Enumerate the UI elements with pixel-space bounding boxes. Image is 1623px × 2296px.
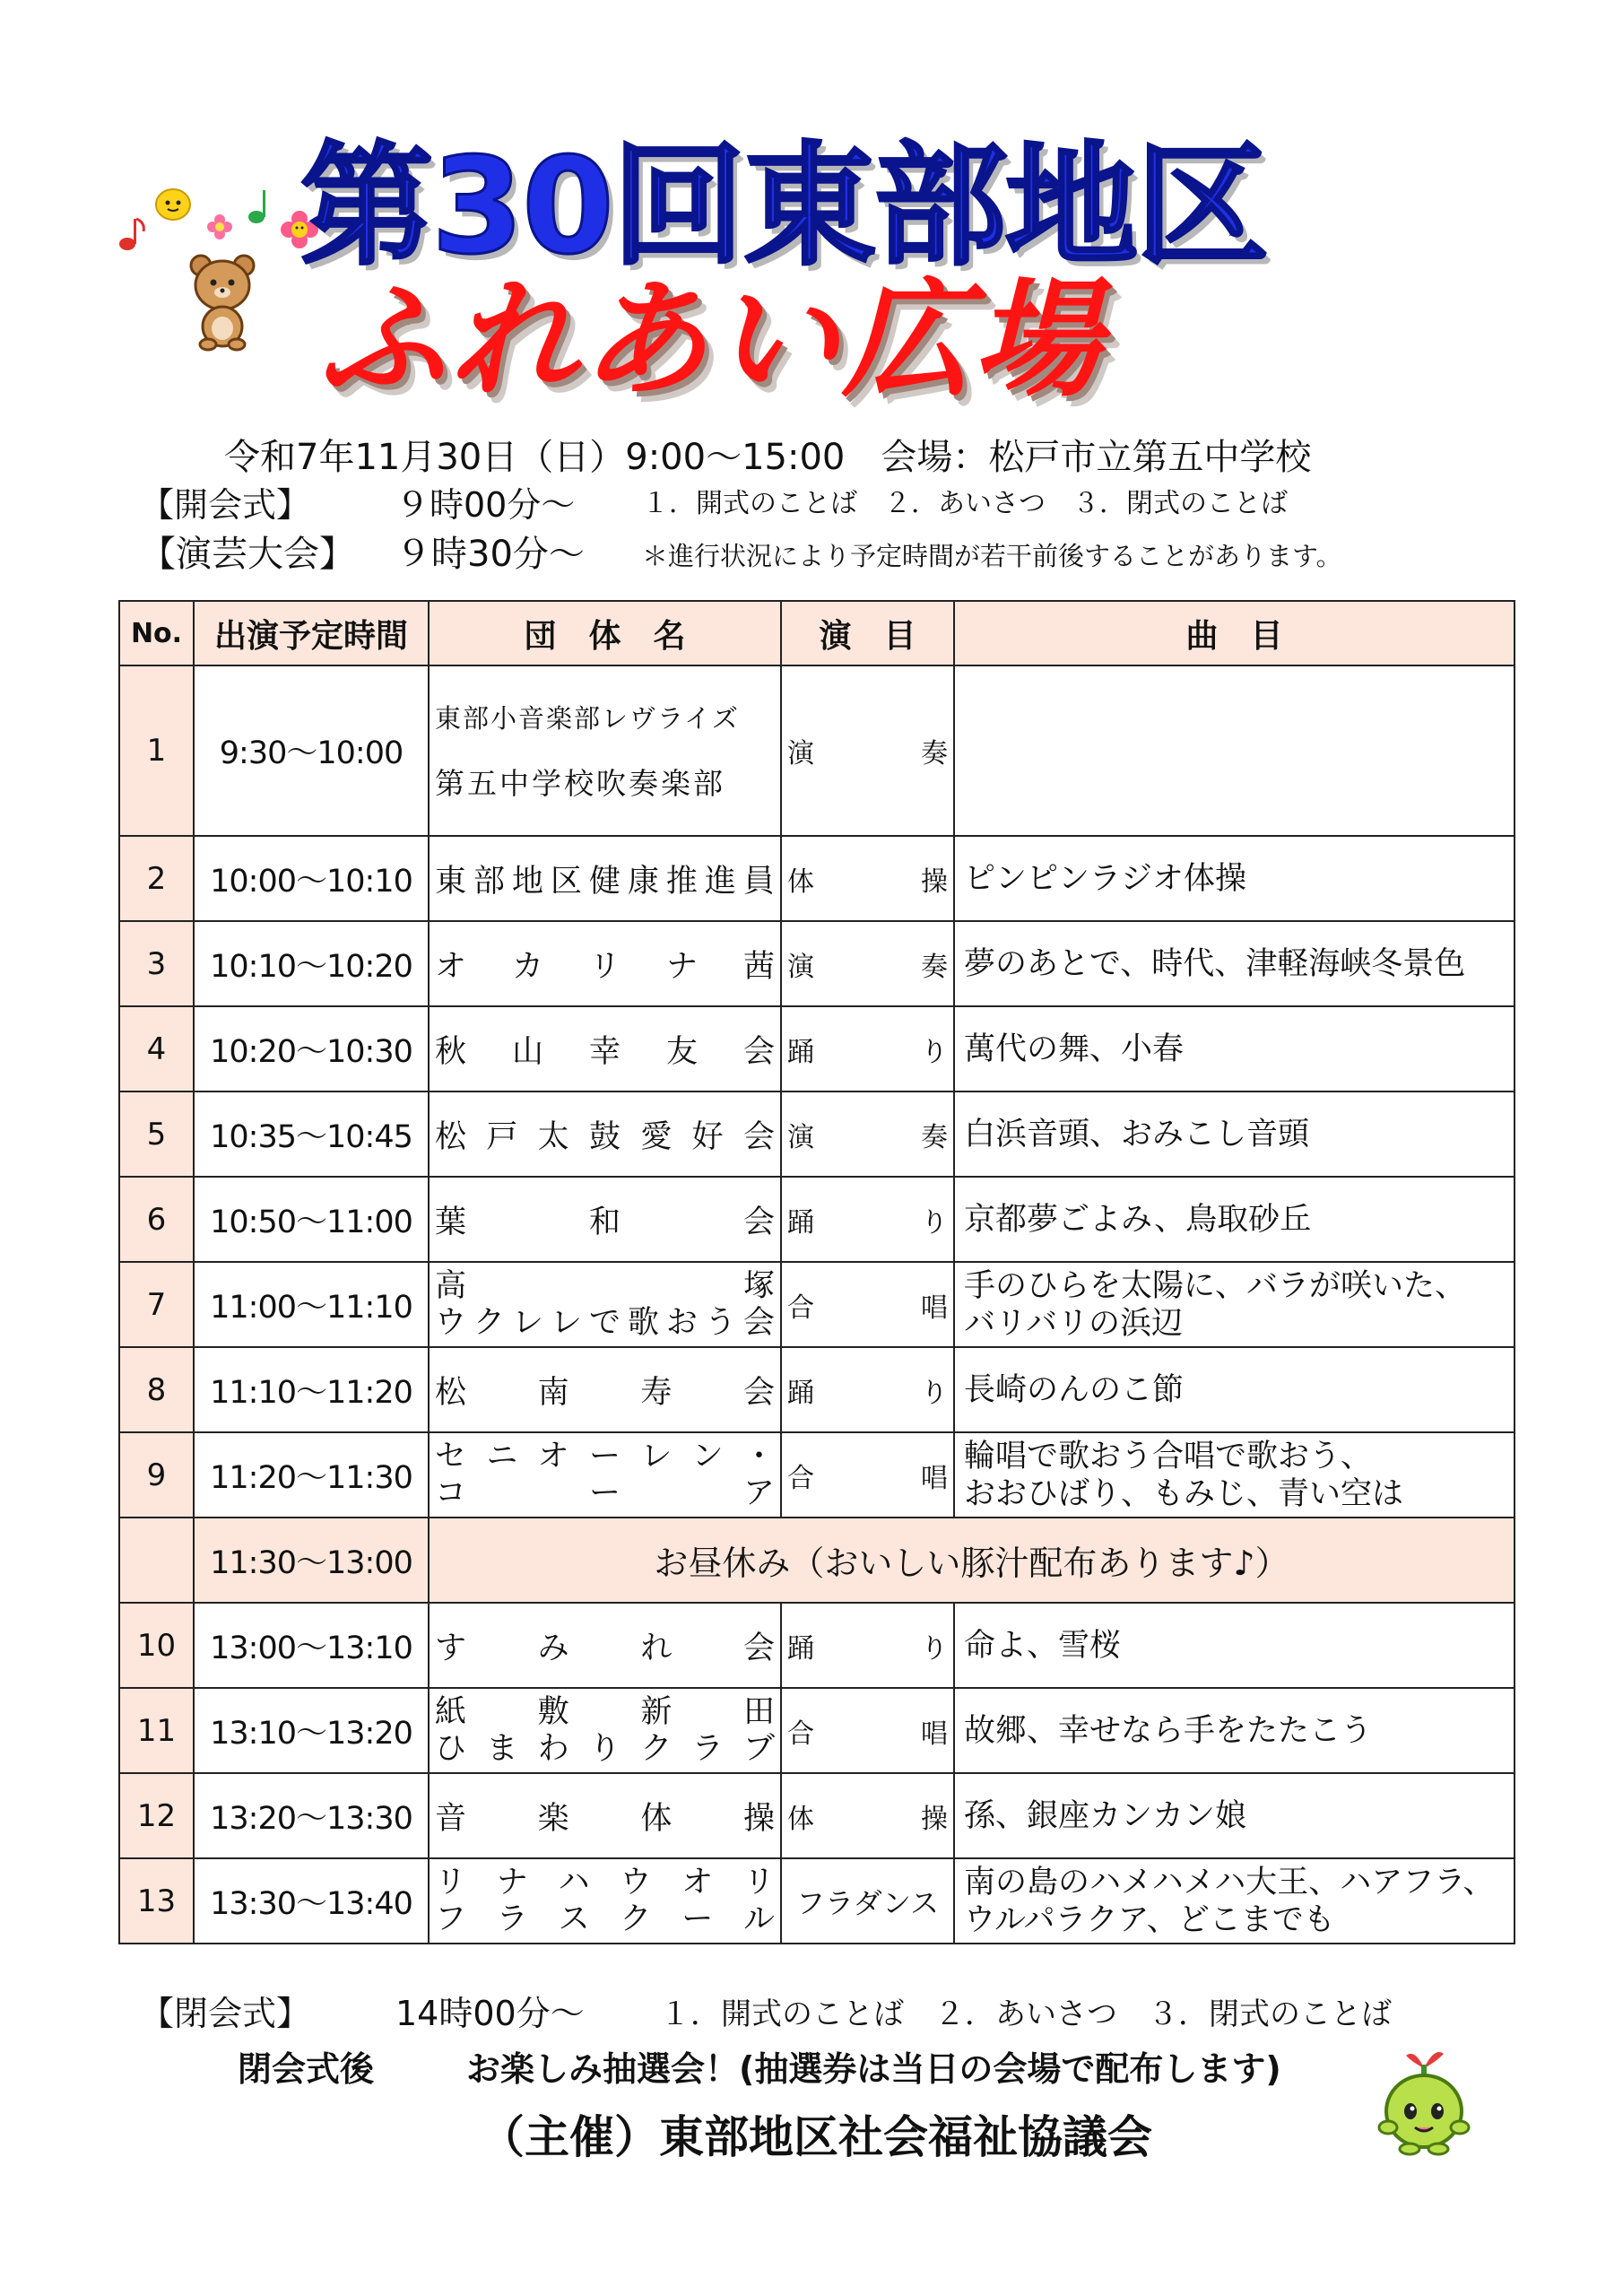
row-song: 故郷、幸せなら手をたたこう [954, 1688, 1515, 1773]
table-row [119, 1177, 1515, 1262]
group-name-1: 東部小音楽部レヴライズ [435, 703, 740, 734]
act-label [787, 731, 948, 770]
group-line-2-char: ひ [435, 1730, 467, 1767]
row-time: 13:30〜13:40 [194, 1858, 429, 1944]
song-line-1: 輪唱で歌おう合唱で歌おう、 [964, 1438, 1373, 1474]
act-label [787, 944, 948, 984]
group-line-1-char: オ [681, 1864, 714, 1900]
act-label-char: 奏 [921, 951, 948, 983]
group-name-char: 戸 [486, 1118, 518, 1155]
group-name-char: 区 [550, 863, 582, 900]
group-line-1 [435, 1865, 775, 1901]
group-name-2: 第五中学校吹奏楽部 [435, 766, 725, 801]
group-name-char: 会 [742, 1033, 775, 1070]
song-line-2: おおひばり、もみじ、青い空は [964, 1475, 1404, 1512]
group-name-char: リ [588, 948, 621, 985]
group-line-1-char: 田 [742, 1693, 775, 1730]
opening-line [140, 477, 1288, 526]
act-label-char: 奏 [921, 1121, 948, 1153]
row-act [781, 665, 954, 836]
event-date-venue: 令和7年11月30日（日）9:00〜15:00 会場：松戸市立第五中学校 [224, 437, 1312, 478]
group-name-char: 松 [435, 1374, 467, 1411]
table-header-row [119, 601, 1515, 665]
act-label [787, 1200, 948, 1239]
row-time: 9:30〜10:00 [194, 665, 429, 836]
group-line-2-char: 歌 [627, 1304, 659, 1341]
row-act [781, 1091, 954, 1177]
row-group [429, 1006, 781, 1091]
row-number: 8 [119, 1347, 194, 1432]
group-name-char: 体 [640, 1800, 673, 1837]
group-name-char: 東 [435, 863, 467, 900]
group-line-1-char: ニ [486, 1438, 518, 1474]
row-act [781, 1262, 954, 1347]
closing-line [140, 1986, 1392, 2035]
act-label-char: 操 [921, 1803, 948, 1835]
act-label [787, 1796, 948, 1836]
act-label-char: 唱 [921, 1718, 948, 1750]
group-line-2-char: ル [742, 1900, 775, 1937]
group-name-char: 和 [588, 1204, 621, 1240]
row-group [429, 1177, 781, 1262]
group-line-2-char: り [588, 1730, 621, 1767]
act-label [787, 1285, 948, 1325]
group-line-2-char: ク [473, 1304, 505, 1341]
row-act [781, 921, 954, 1006]
act-label-char: 踊 [787, 1632, 814, 1665]
row-act [781, 1006, 954, 1091]
group-name [435, 1112, 775, 1157]
group-name [435, 1197, 775, 1242]
act-label [787, 859, 948, 899]
group-line-2-char: コ [435, 1474, 467, 1511]
group-name [435, 857, 775, 901]
row-song: 白浜音頭、おみこし音頭 [954, 1091, 1515, 1177]
act-label-char: 体 [787, 1803, 814, 1835]
row-act [781, 1432, 954, 1518]
group-two-line [435, 1694, 775, 1768]
group-line-1-char: レ [640, 1438, 673, 1474]
act-label [787, 1711, 948, 1751]
group-name [435, 1027, 775, 1072]
group-name-char: オ [435, 948, 467, 985]
group-line-2-char: ラ [496, 1900, 528, 1937]
row-time: 13:00〜13:10 [194, 1603, 429, 1688]
group-name-char: れ [640, 1630, 673, 1666]
group-line-1-char: ナ [496, 1864, 528, 1900]
group-line-2-char: ス [558, 1900, 590, 1937]
row-number: 10 [119, 1603, 194, 1688]
group-name-char: 会 [742, 1118, 775, 1155]
group-line-2-char: フ [435, 1900, 467, 1937]
row-act [781, 1603, 954, 1688]
group-line-2-char: ク [640, 1730, 673, 1767]
group-line-2-char: ラ [691, 1730, 724, 1767]
act-label [787, 1370, 948, 1410]
act-label-char: 踊 [787, 1206, 814, 1239]
group-line-1-char: セ [435, 1438, 467, 1474]
group-name-char: 地 [511, 863, 543, 900]
group-line-2 [435, 1901, 775, 1938]
table-row [119, 1858, 1515, 1944]
row-time: 10:50〜11:00 [194, 1177, 429, 1262]
row-group [429, 921, 781, 1006]
row-time: 10:10〜10:20 [194, 921, 429, 1006]
group-name-char: 会 [742, 1630, 775, 1666]
group-line-2-char: ク [620, 1900, 652, 1937]
row-number [119, 1518, 194, 1603]
group-name-char: 推 [665, 863, 698, 900]
group-name-char: 員 [742, 863, 775, 900]
group-name-char: 友 [665, 1033, 698, 1070]
lottery-line [238, 2041, 1281, 2091]
row-act [781, 1177, 954, 1262]
act-label-char: 奏 [921, 738, 948, 770]
table-row [119, 1262, 1515, 1347]
group-name-char: 部 [473, 863, 505, 900]
row-group [429, 836, 781, 921]
act-label-char: 演 [787, 738, 814, 770]
act-label-char: 踊 [787, 1377, 814, 1409]
group-name-char: 愛 [640, 1118, 673, 1155]
row-time: 10:20〜10:30 [194, 1006, 429, 1091]
group-line-2-char: レ [511, 1304, 543, 1341]
act-label-char: 合 [787, 1718, 814, 1750]
group-name-char: 好 [691, 1118, 724, 1155]
group-line-2-char: お [665, 1304, 698, 1341]
group-line-2 [435, 1731, 775, 1768]
row-act [781, 836, 954, 921]
group-two-line [435, 1268, 775, 1342]
group-name-char: 康 [627, 863, 659, 900]
group-line-1-char: リ [742, 1864, 775, 1900]
row-group [429, 1858, 781, 1944]
row-number: 1 [119, 665, 194, 836]
act-label [787, 1626, 948, 1665]
opening-program: １．開式のことば ２．あいさつ ３．閉式のことば [642, 488, 1288, 519]
row-act [781, 1347, 954, 1432]
group-line-1-char: 高 [435, 1267, 467, 1304]
table-row [119, 1347, 1515, 1432]
group-line-1-char: ・ [742, 1438, 775, 1474]
row-time: 11:10〜11:20 [194, 1347, 429, 1432]
header-no: No. [119, 601, 194, 665]
perf-time: ９時30分〜 [395, 534, 585, 575]
row-group [429, 1432, 781, 1518]
table-row [119, 665, 1515, 836]
row-song [954, 1858, 1515, 1944]
header-song: 曲 目 [954, 601, 1515, 665]
perf-line [140, 526, 1342, 577]
group-line-2 [435, 1475, 775, 1512]
group-line-2-char: ー [681, 1900, 714, 1937]
row-group [429, 1091, 781, 1177]
group-line-2-char: ウ [435, 1304, 467, 1341]
act-label: フラダンス [795, 1885, 940, 1920]
row-time: 13:20〜13:30 [194, 1773, 429, 1858]
group-name-char: カ [511, 948, 543, 985]
table-row [119, 1432, 1515, 1518]
group-name-char: ナ [665, 948, 698, 985]
table-row [119, 1603, 1515, 1688]
row-group [429, 665, 781, 836]
group-name-char: す [435, 1630, 467, 1666]
group-line-2-char: レ [550, 1304, 582, 1341]
group-line-2-char: わ [537, 1730, 569, 1767]
row-number: 13 [119, 1858, 194, 1944]
perf-note: ＊進行状況により予定時間が若干前後することがあります。 [642, 541, 1342, 571]
act-label-char: り [921, 1206, 948, 1239]
row-group [429, 1688, 781, 1773]
schedule-table [118, 600, 1515, 1944]
row-number: 12 [119, 1773, 194, 1858]
group-line-1-char: リ [435, 1864, 467, 1900]
leaf-mascot-icon [1370, 2041, 1478, 2158]
row-song: 萬代の舞、小春 [954, 1006, 1515, 1091]
row-number: 5 [119, 1091, 194, 1177]
group-line-1-char: ン [691, 1438, 724, 1474]
song-line-1: 南の島のハメハメハ大王、ハアフラ、 [964, 1864, 1495, 1900]
group-name [435, 1623, 775, 1668]
group-name-char: 幸 [588, 1033, 621, 1070]
row-number: 6 [119, 1177, 194, 1262]
row-act [781, 1688, 954, 1773]
music-note-icon [247, 187, 274, 226]
row-song [954, 1262, 1515, 1347]
row-time: 10:00〜10:10 [194, 836, 429, 921]
row-time: 11:00〜11:10 [194, 1262, 429, 1347]
group-line-1-char: 新 [640, 1693, 673, 1730]
group-name [435, 942, 775, 987]
group-line-1-char: ハ [558, 1864, 590, 1900]
row-act [781, 1858, 954, 1944]
group-line-1-char: ー [588, 1438, 621, 1474]
row-group [429, 1347, 781, 1432]
opening-time: ９時00分〜 [395, 485, 576, 525]
page-title: 第30回東部地区 [300, 129, 1267, 283]
act-label-char: 操 [921, 865, 948, 898]
group-name-char: 山 [511, 1033, 543, 1070]
row-group [429, 1603, 781, 1688]
group-two-line [435, 1865, 775, 1938]
group-name [435, 1794, 775, 1839]
act-label-char: り [921, 1036, 948, 1068]
lunch-break: お昼休み（おいしい豚汁配布あります♪） [429, 1518, 1515, 1603]
row-song: 京都夢ごよみ、鳥取砂丘 [954, 1177, 1515, 1262]
group-line-2-char: で [588, 1304, 621, 1341]
lottery-label: 閉会式後 [238, 2049, 375, 2089]
row-number: 9 [119, 1432, 194, 1518]
header-group: 団 体 名 [429, 601, 781, 665]
group-line-1-char: オ [537, 1438, 569, 1474]
group-name-char: 健 [588, 863, 621, 900]
group-line-2-char: う [704, 1304, 736, 1341]
group-line-2-char: ブ [742, 1730, 775, 1767]
group-two-line [435, 1439, 775, 1512]
act-label-char: 演 [787, 1121, 814, 1153]
header-time: 出演予定時間 [194, 601, 429, 665]
act-label [787, 1115, 948, 1154]
group-line-1 [435, 1694, 775, 1731]
song-line-2: バリバリの浜辺 [964, 1305, 1183, 1342]
row-act [781, 1773, 954, 1858]
group-name-char: 松 [435, 1118, 467, 1155]
group-line-1-char: 塚 [742, 1267, 775, 1304]
group-name-char: 南 [537, 1374, 569, 1411]
group-line-2-char: ア [742, 1474, 775, 1511]
table-row [119, 836, 1515, 921]
row-time: 13:10〜13:20 [194, 1688, 429, 1773]
music-note-icon [118, 213, 149, 253]
row-number: 2 [119, 836, 194, 921]
group-line-1-char: 紙 [435, 1693, 467, 1730]
closing-label: 【閉会式】 [140, 1994, 311, 2033]
header-act: 演 目 [781, 601, 954, 665]
row-group [429, 1773, 781, 1858]
group-name [435, 1368, 775, 1413]
group-name-char: み [537, 1630, 569, 1666]
row-time: 11:20〜11:30 [194, 1432, 429, 1518]
group-line-1 [435, 1268, 775, 1305]
flower-icon [206, 213, 233, 240]
smiley-star-icon [154, 187, 192, 222]
song-line-2: ウルパラクア、どこまでも [964, 1901, 1335, 1938]
row-group [429, 1262, 781, 1347]
opening-label: 【開会式】 [140, 485, 311, 525]
row-time: 11:30〜13:00 [194, 1518, 429, 1603]
row-song: 夢のあとで、時代、津軽海峡冬景色 [954, 921, 1515, 1006]
table-row [119, 1688, 1515, 1773]
closing-program: １．開式のことば ２．あいさつ ３．閉式のことば [660, 1996, 1392, 2032]
table-row [119, 1091, 1515, 1177]
row-song: 長崎のんのこ節 [954, 1347, 1515, 1432]
act-label-char: 踊 [787, 1036, 814, 1068]
act-label-char: 合 [787, 1462, 814, 1494]
group-line-2-char: 会 [742, 1304, 775, 1341]
row-song [954, 665, 1515, 836]
row-song: ピンピンラジオ体操 [954, 836, 1515, 921]
perf-label: 【演芸大会】 [140, 534, 355, 575]
group-line-2-char: ま [486, 1730, 518, 1767]
act-label-char: 唱 [921, 1462, 948, 1494]
group-name-char: 鼓 [588, 1118, 621, 1155]
group-name-char: 操 [742, 1800, 775, 1837]
row-number: 4 [119, 1006, 194, 1091]
act-label-char: 体 [787, 865, 814, 898]
row-time: 10:35〜10:45 [194, 1091, 429, 1177]
bear-mascot-icon [187, 253, 258, 352]
group-name-char: 会 [742, 1374, 775, 1411]
group-line-1-char: 敷 [537, 1693, 569, 1730]
organizer: （主催）東部地区社会福祉協議会 [480, 2111, 1152, 2163]
act-label [787, 1456, 948, 1495]
group-name-char: 進 [704, 863, 736, 900]
row-song [954, 1432, 1515, 1518]
group-name-char: 音 [435, 1800, 467, 1837]
act-label-char: り [921, 1632, 948, 1665]
lunch-row [119, 1518, 1515, 1603]
act-label [787, 1030, 948, 1069]
closing-time: 14時00分〜 [395, 1994, 585, 2033]
table-row [119, 921, 1515, 1006]
group-line-2 [435, 1305, 775, 1342]
act-label-char: 唱 [921, 1292, 948, 1324]
row-song: 命よ、雪桜 [954, 1603, 1515, 1688]
group-pair [435, 699, 775, 803]
group-name-char: 茜 [742, 948, 775, 985]
group-name-char: 太 [537, 1118, 569, 1155]
group-line-2-char: ー [588, 1474, 621, 1511]
group-line-1-char: ウ [620, 1864, 652, 1900]
page-subtitle: ふれあい広場 [318, 266, 1104, 414]
row-number: 11 [119, 1688, 194, 1773]
group-name-char: 秋 [435, 1033, 467, 1070]
row-number: 3 [119, 921, 194, 1006]
act-label-char: 合 [787, 1292, 814, 1324]
table-row [119, 1773, 1515, 1858]
row-song: 孫、銀座カンカン娘 [954, 1773, 1515, 1858]
group-line-1 [435, 1439, 775, 1475]
group-name-char: 葉 [435, 1204, 467, 1240]
row-number: 7 [119, 1262, 194, 1347]
lottery-text: お楽しみ抽選会！(抽選券は当日の会場で配布します) [466, 2049, 1281, 2089]
group-name-char: 会 [742, 1204, 775, 1240]
table-row [119, 1006, 1515, 1091]
act-label-char: り [921, 1377, 948, 1409]
act-label-char: 演 [787, 951, 814, 983]
group-name-char: 楽 [537, 1800, 569, 1837]
song-line-1: 手のひらを太陽に、バラが咲いた、 [964, 1267, 1467, 1304]
group-name-char: 寿 [640, 1374, 673, 1411]
